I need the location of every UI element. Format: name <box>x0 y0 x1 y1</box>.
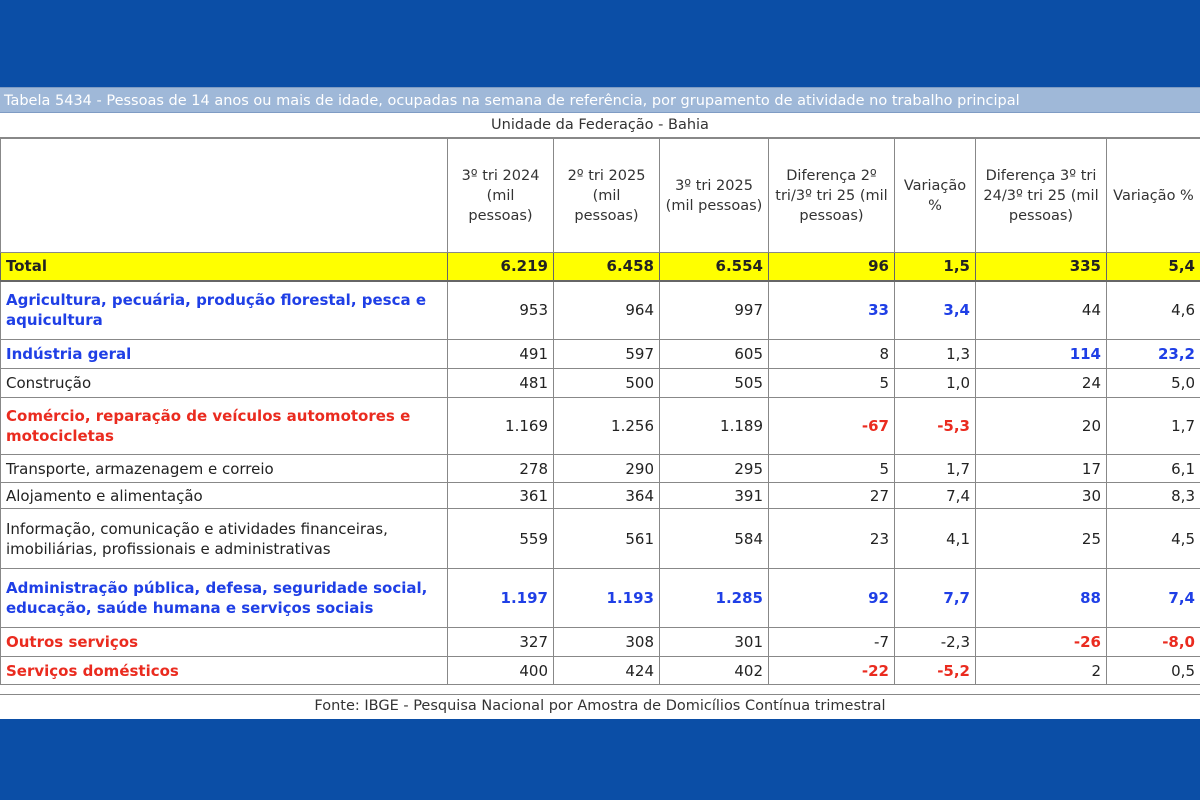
cell: 30 <box>976 483 1107 509</box>
cell: 997 <box>660 281 769 340</box>
table-row <box>1 569 1200 628</box>
cell: 308 <box>554 628 660 657</box>
cell: 8 <box>769 340 895 369</box>
table-row <box>1 281 1200 340</box>
cell: 481 <box>448 369 554 398</box>
cell: 3,4 <box>895 281 976 340</box>
cell: 335 <box>976 253 1107 281</box>
cell: 1,3 <box>895 340 976 369</box>
cell: 0,5 <box>1107 657 1200 685</box>
row-label: Serviços domésticos <box>1 657 448 685</box>
header-blank <box>1 139 448 253</box>
cell: 290 <box>554 455 660 483</box>
cell: 33 <box>769 281 895 340</box>
cell: 1,0 <box>895 369 976 398</box>
cell: 5,0 <box>1107 369 1200 398</box>
source-footer: Fonte: IBGE - Pesquisa Nacional por Amostra de Domicílios Contínua trimestral <box>0 694 1200 720</box>
row-label: Agricultura, pecuária, produção florestal, pesca e aquicultura <box>1 281 448 340</box>
cell: 4,5 <box>1107 509 1200 569</box>
cell: 6,1 <box>1107 455 1200 483</box>
cell: -67 <box>769 398 895 455</box>
cell: 295 <box>660 455 769 483</box>
cell: 88 <box>976 569 1107 628</box>
cell: 6.458 <box>554 253 660 281</box>
row-label: Indústria geral <box>1 340 448 369</box>
cell: 5,4 <box>1107 253 1200 281</box>
cell: 402 <box>660 657 769 685</box>
header-diff-quarter: Diferença 2º tri/3º tri 25 (mil pessoas) <box>769 139 895 253</box>
cell: 4,1 <box>895 509 976 569</box>
cell: 561 <box>554 509 660 569</box>
cell: 1,7 <box>895 455 976 483</box>
cell: 23,2 <box>1107 340 1200 369</box>
cell: -8,0 <box>1107 628 1200 657</box>
cell: -26 <box>976 628 1107 657</box>
cell: 5 <box>769 369 895 398</box>
cell: 7,4 <box>895 483 976 509</box>
data-table-sheet <box>0 87 1200 719</box>
header-3tri-2025: 3º tri 2025 (mil pessoas) <box>660 139 769 253</box>
cell: 1.285 <box>660 569 769 628</box>
row-label: Construção <box>1 369 448 398</box>
cell: 953 <box>448 281 554 340</box>
cell: 500 <box>554 369 660 398</box>
cell: 114 <box>976 340 1107 369</box>
cell: 327 <box>448 628 554 657</box>
cell: 584 <box>660 509 769 569</box>
cell: -5,3 <box>895 398 976 455</box>
cell: 4,6 <box>1107 281 1200 340</box>
table-row <box>1 398 1200 455</box>
cell: 424 <box>554 657 660 685</box>
cell: 559 <box>448 509 554 569</box>
cell: 24 <box>976 369 1107 398</box>
cell: 1.256 <box>554 398 660 455</box>
row-label: Transporte, armazenagem e correio <box>1 455 448 483</box>
cell: 7,4 <box>1107 569 1200 628</box>
cell: 1.197 <box>448 569 554 628</box>
header-var-year: Variação % <box>1107 139 1200 253</box>
row-label: Alojamento e alimentação <box>1 483 448 509</box>
table-row <box>1 509 1200 569</box>
table-title: Tabela 5434 - Pessoas de 14 anos ou mais de idade, ocupadas na semana de referência, por grupamento de atividade no trabalho principal <box>0 87 1200 113</box>
cell: 20 <box>976 398 1107 455</box>
table-subtitle: Unidade da Federação - Bahia <box>0 113 1200 138</box>
cell: 964 <box>554 281 660 340</box>
cell: 1.193 <box>554 569 660 628</box>
employment-table <box>0 138 1200 685</box>
header-row <box>1 139 1200 253</box>
cell: 23 <box>769 509 895 569</box>
cell: -22 <box>769 657 895 685</box>
cell: 1,7 <box>1107 398 1200 455</box>
cell: 391 <box>660 483 769 509</box>
cell: 278 <box>448 455 554 483</box>
cell: 2 <box>976 657 1107 685</box>
header-var-quarter: Variação % <box>895 139 976 253</box>
cell: 92 <box>769 569 895 628</box>
header-diff-year: Diferença 3º tri 24/3º tri 25 (mil pessoas) <box>976 139 1107 253</box>
row-label: Comércio, reparação de veículos automotores e motocicletas <box>1 398 448 455</box>
cell: -2,3 <box>895 628 976 657</box>
cell: 44 <box>976 281 1107 340</box>
table-row <box>1 657 1200 685</box>
row-label: Informação, comunicação e atividades financeiras, imobiliárias, profissionais e administrativas <box>1 509 448 569</box>
cell: 1.169 <box>448 398 554 455</box>
cell: 6.554 <box>660 253 769 281</box>
cell: 605 <box>660 340 769 369</box>
table-row <box>1 483 1200 509</box>
cell: 505 <box>660 369 769 398</box>
cell: 597 <box>554 340 660 369</box>
cell: 1.189 <box>660 398 769 455</box>
table-row <box>1 628 1200 657</box>
cell: -7 <box>769 628 895 657</box>
cell: 8,3 <box>1107 483 1200 509</box>
row-label: Outros serviços <box>1 628 448 657</box>
table-row <box>1 369 1200 398</box>
cell: 27 <box>769 483 895 509</box>
cell: 17 <box>976 455 1107 483</box>
cell: 6.219 <box>448 253 554 281</box>
cell: 5 <box>769 455 895 483</box>
cell: 1,5 <box>895 253 976 281</box>
table-row <box>1 340 1200 369</box>
table-row <box>1 455 1200 483</box>
cell: 364 <box>554 483 660 509</box>
cell: 491 <box>448 340 554 369</box>
cell: 301 <box>660 628 769 657</box>
row-label: Administração pública, defesa, seguridade social, educação, saúde humana e serviços sociais <box>1 569 448 628</box>
cell: -5,2 <box>895 657 976 685</box>
table-row-total <box>1 253 1200 281</box>
row-label: Total <box>1 253 448 281</box>
cell: 400 <box>448 657 554 685</box>
cell: 25 <box>976 509 1107 569</box>
cell: 96 <box>769 253 895 281</box>
cell: 7,7 <box>895 569 976 628</box>
header-2tri-2025: 2º tri 2025 (mil pessoas) <box>554 139 660 253</box>
header-3tri-2024: 3º tri 2024 (mil pessoas) <box>448 139 554 253</box>
cell: 361 <box>448 483 554 509</box>
